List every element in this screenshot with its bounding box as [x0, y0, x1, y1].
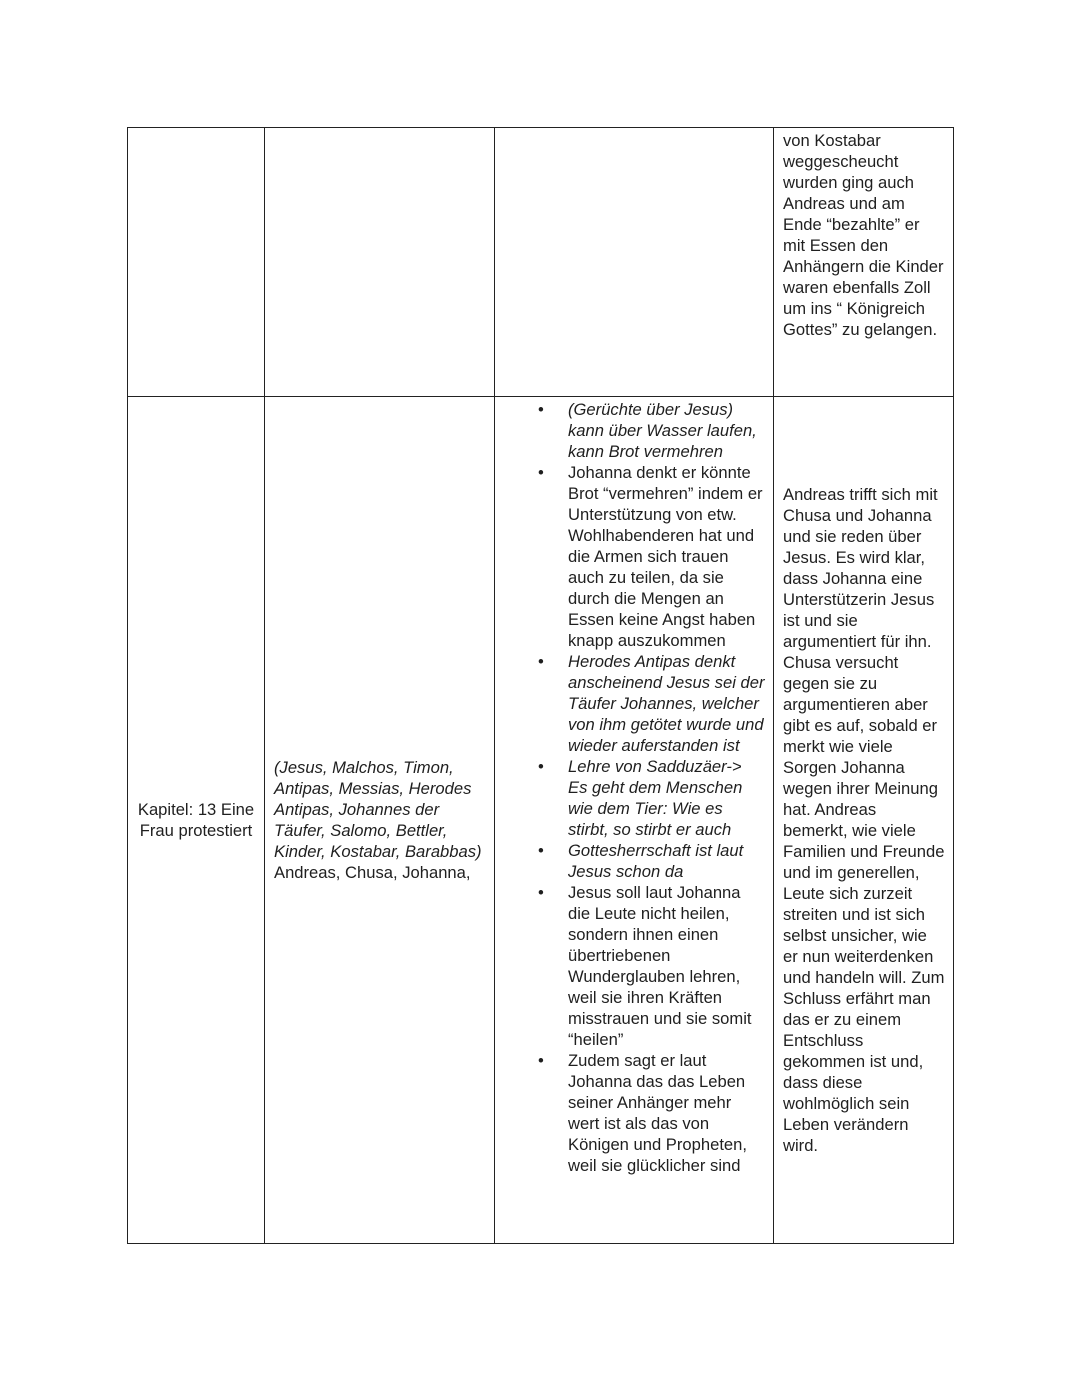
- persons-list: [265, 757, 494, 883]
- table-row: [128, 128, 954, 397]
- summary-cell: [774, 397, 954, 1244]
- list-item: • Zudem sagt er laut Johanna das das Leben seiner Anhänger mehr wert ist als das von Königen und Propheten, weil sie glücklicher sind: [538, 1051, 747, 1175]
- list-item: • Jesus soll laut Johanna die Leute nicht heilen, sondern ihnen einen übertriebenen Wunderglauben lehren, weil sie ihren Kräften misstrauen und sie somit “heilen”: [538, 883, 752, 1049]
- summary-text: Andreas trifft sich mit Chusa und Johanna und sie reden über Jesus. Es wird klar, dass Johanna eine Unterstützerin Jesus ist und sie argumentiert für ihn. Chusa versucht gegen sie zu argumentieren aber gibt es auf, sobald er merkt wie viele Sorgen Johanna wegen ihrer Meinung hat. Andreas bemerkt, wie viele Familien und Freunde und im generellen, Leute sich zurzeit streiten und ist sich selbst unsicher, wie er nun weiterdenken und handeln will. Zum Schluss erfährt man das er zu einem Entschluss gekommen ist und, dass diese wohlmöglich sein Leben verändern wird.: [783, 485, 945, 1155]
- persons-cell: [265, 397, 495, 1244]
- notes-list: [495, 399, 773, 1176]
- list-item: • Johanna denkt er könnte Brot “vermehren” indem er Unterstützung von etw. Wohlhabenderen hat und die Armen sich trauen auch zu teilen, da sie durch die Mengen an Essen keine Angst haben knapp auszukommen: [538, 463, 763, 650]
- notes-cell: [495, 397, 774, 1244]
- list-item: • Herodes Antipas denkt anscheinend Jesus sei der Täufer Johannes, welcher von ihm getötet wurde und wieder auferstanden ist: [538, 652, 765, 755]
- notes-table: [127, 127, 954, 1244]
- list-item: • Gottesherrschaft ist laut Jesus schon da: [538, 841, 744, 881]
- chapter-cell: [128, 397, 265, 1244]
- chapter-title: Kapitel: 13 Eine Frau protestiert: [137, 800, 255, 840]
- summary-text: von Kostabar weggescheucht wurden ging auch Andreas und am Ende “bezahlte” er mit Essen den Anhängern die Kinder waren ebenfalls Zoll um ins “ Königreich Gottes” zu gelangen.: [783, 131, 944, 339]
- list-item: • (Gerüchte über Jesus) kann über Wasser laufen, kann Brot vermehren: [538, 400, 757, 461]
- persons-present: Andreas, Chusa, Johanna,: [274, 863, 471, 882]
- notes-cell: [495, 128, 774, 397]
- chapter-cell: [128, 128, 265, 397]
- persons-cell: [265, 128, 495, 397]
- persons-mentioned: (Jesus, Malchos, Timon, Antipas, Messias, Herodes Antipas, Johannes der Täufer, Salomo, Bettler, Kinder, Kostabar, Barabbas): [274, 758, 482, 861]
- summary-cell: [774, 128, 954, 397]
- list-item: • Lehre von Sadduzäer-> Es geht dem Menschen wie dem Tier: Wie es stirbt, so stirbt er auch: [538, 757, 743, 839]
- table-row: [128, 397, 954, 1244]
